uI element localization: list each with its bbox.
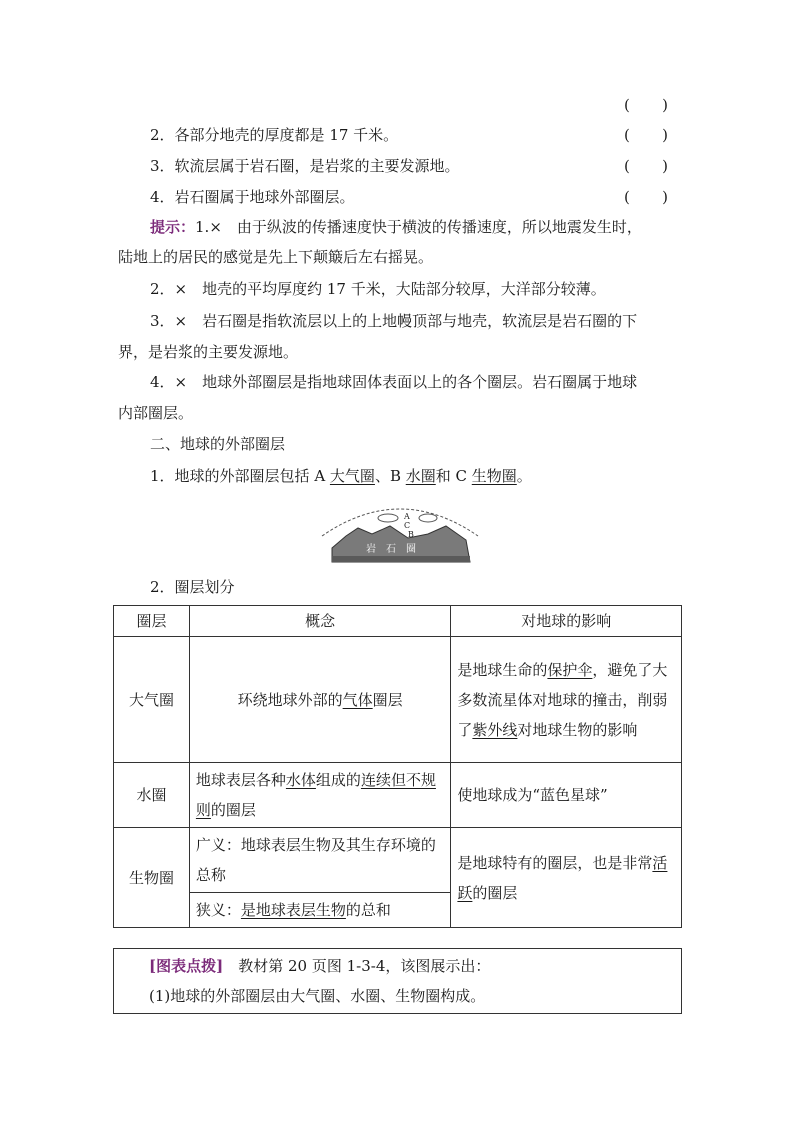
atmosphere-impact: 是地球生命的保护伞，避免了大多数流星体对地球的撞击，削弱了紫外线对地球生物的影响: [451, 637, 682, 763]
header-concept: 概念: [189, 606, 451, 637]
biosphere-name: 生物圈: [114, 828, 190, 928]
header-sphere: 圈层: [114, 606, 190, 637]
label-c: C: [404, 521, 411, 530]
biosphere-broad: 广义：地球表层生物及其生存环境的总称: [189, 828, 451, 893]
hint-4: 4．× 地球外部圈层是指地球固体表面以上的各个圈层。岩石圈属于地球: [150, 373, 638, 391]
question-2: 2．各部分地壳的厚度都是 17 千米。: [150, 126, 399, 144]
hydrosphere-impact: 使地球成为“蓝色星球”: [451, 763, 682, 828]
hint-label: 提示：: [150, 218, 196, 236]
tip-line-2: (1)地球的外部圈层由大气圈、水圈、生物圈构成。: [149, 987, 486, 1005]
rock-layer: [332, 556, 470, 562]
section-heading: 二、地球的外部圈层: [150, 435, 286, 453]
table-header-row: [114, 606, 682, 637]
hint-4-cont: 内部圈层。: [118, 404, 194, 422]
atmosphere-name: 大气圈: [114, 637, 190, 763]
hydrosphere-name: 水圈: [114, 763, 190, 828]
table-row-atmosphere: [114, 637, 682, 763]
earth-spheres-figure: [318, 496, 482, 568]
cloud-icon: [378, 514, 398, 522]
chart-tip-box: [113, 948, 682, 1014]
answer-paren-3: ( ): [624, 157, 668, 175]
header-impact: 对地球的影响: [451, 606, 682, 637]
hint-2: 2．× 地壳的平均厚度约 17 千米，大陆部分较厚，大洋部分较薄。: [150, 280, 606, 298]
section-item-2: 2．圈层划分: [150, 578, 235, 596]
spheres-table: [113, 605, 682, 928]
question-3: 3．软流层属于岩石圈，是岩浆的主要发源地。: [150, 157, 460, 175]
table-row-biosphere: [114, 828, 682, 893]
rock-label: 岩 石 圈: [366, 544, 416, 555]
biosphere-narrow: 狭义：是地球表层生物的总和: [189, 893, 451, 928]
answer-paren-1: ( ): [624, 96, 668, 114]
table-row-hydrosphere: [114, 763, 682, 828]
hint-1: 提示：1.× 由于纵波的传播速度快于横波的传播速度，所以地震发生时，: [150, 218, 642, 236]
answer-paren-2: ( ): [624, 126, 668, 144]
cloud-icon: [419, 514, 437, 522]
tip-tag: [图表点拨]: [149, 957, 224, 975]
hydrosphere-concept: 地球表层各种水体组成的连续但不规则的圈层: [189, 763, 451, 828]
tip-line-1: [图表点拨] 教材第 20 页图 1-3-4，该图展示出：: [149, 957, 491, 975]
atmosphere-concept: 环绕地球外部的气体圈层: [189, 637, 451, 763]
question-4: 4．岩石圈属于地球外部圈层。: [150, 188, 355, 206]
label-a: A: [404, 512, 410, 521]
hint-1-cont: 陆地上的居民的感觉是先上下颠簸后左右摇晃。: [118, 248, 434, 266]
answer-paren-4: ( ): [624, 188, 668, 206]
hint-3-cont: 界，是岩浆的主要发源地。: [118, 343, 299, 361]
label-b: B: [408, 530, 414, 539]
section-item-1: 1．地球的外部圈层包括 A 大气圈、B 水圈和 C 生物圈。: [150, 467, 532, 485]
hint-3: 3．× 岩石圈是指软流层以上的上地幔顶部与地壳，软流层是岩石圈的下: [150, 312, 638, 330]
biosphere-impact: 是地球特有的圈层，也是非常活跃的圈层: [451, 828, 682, 928]
